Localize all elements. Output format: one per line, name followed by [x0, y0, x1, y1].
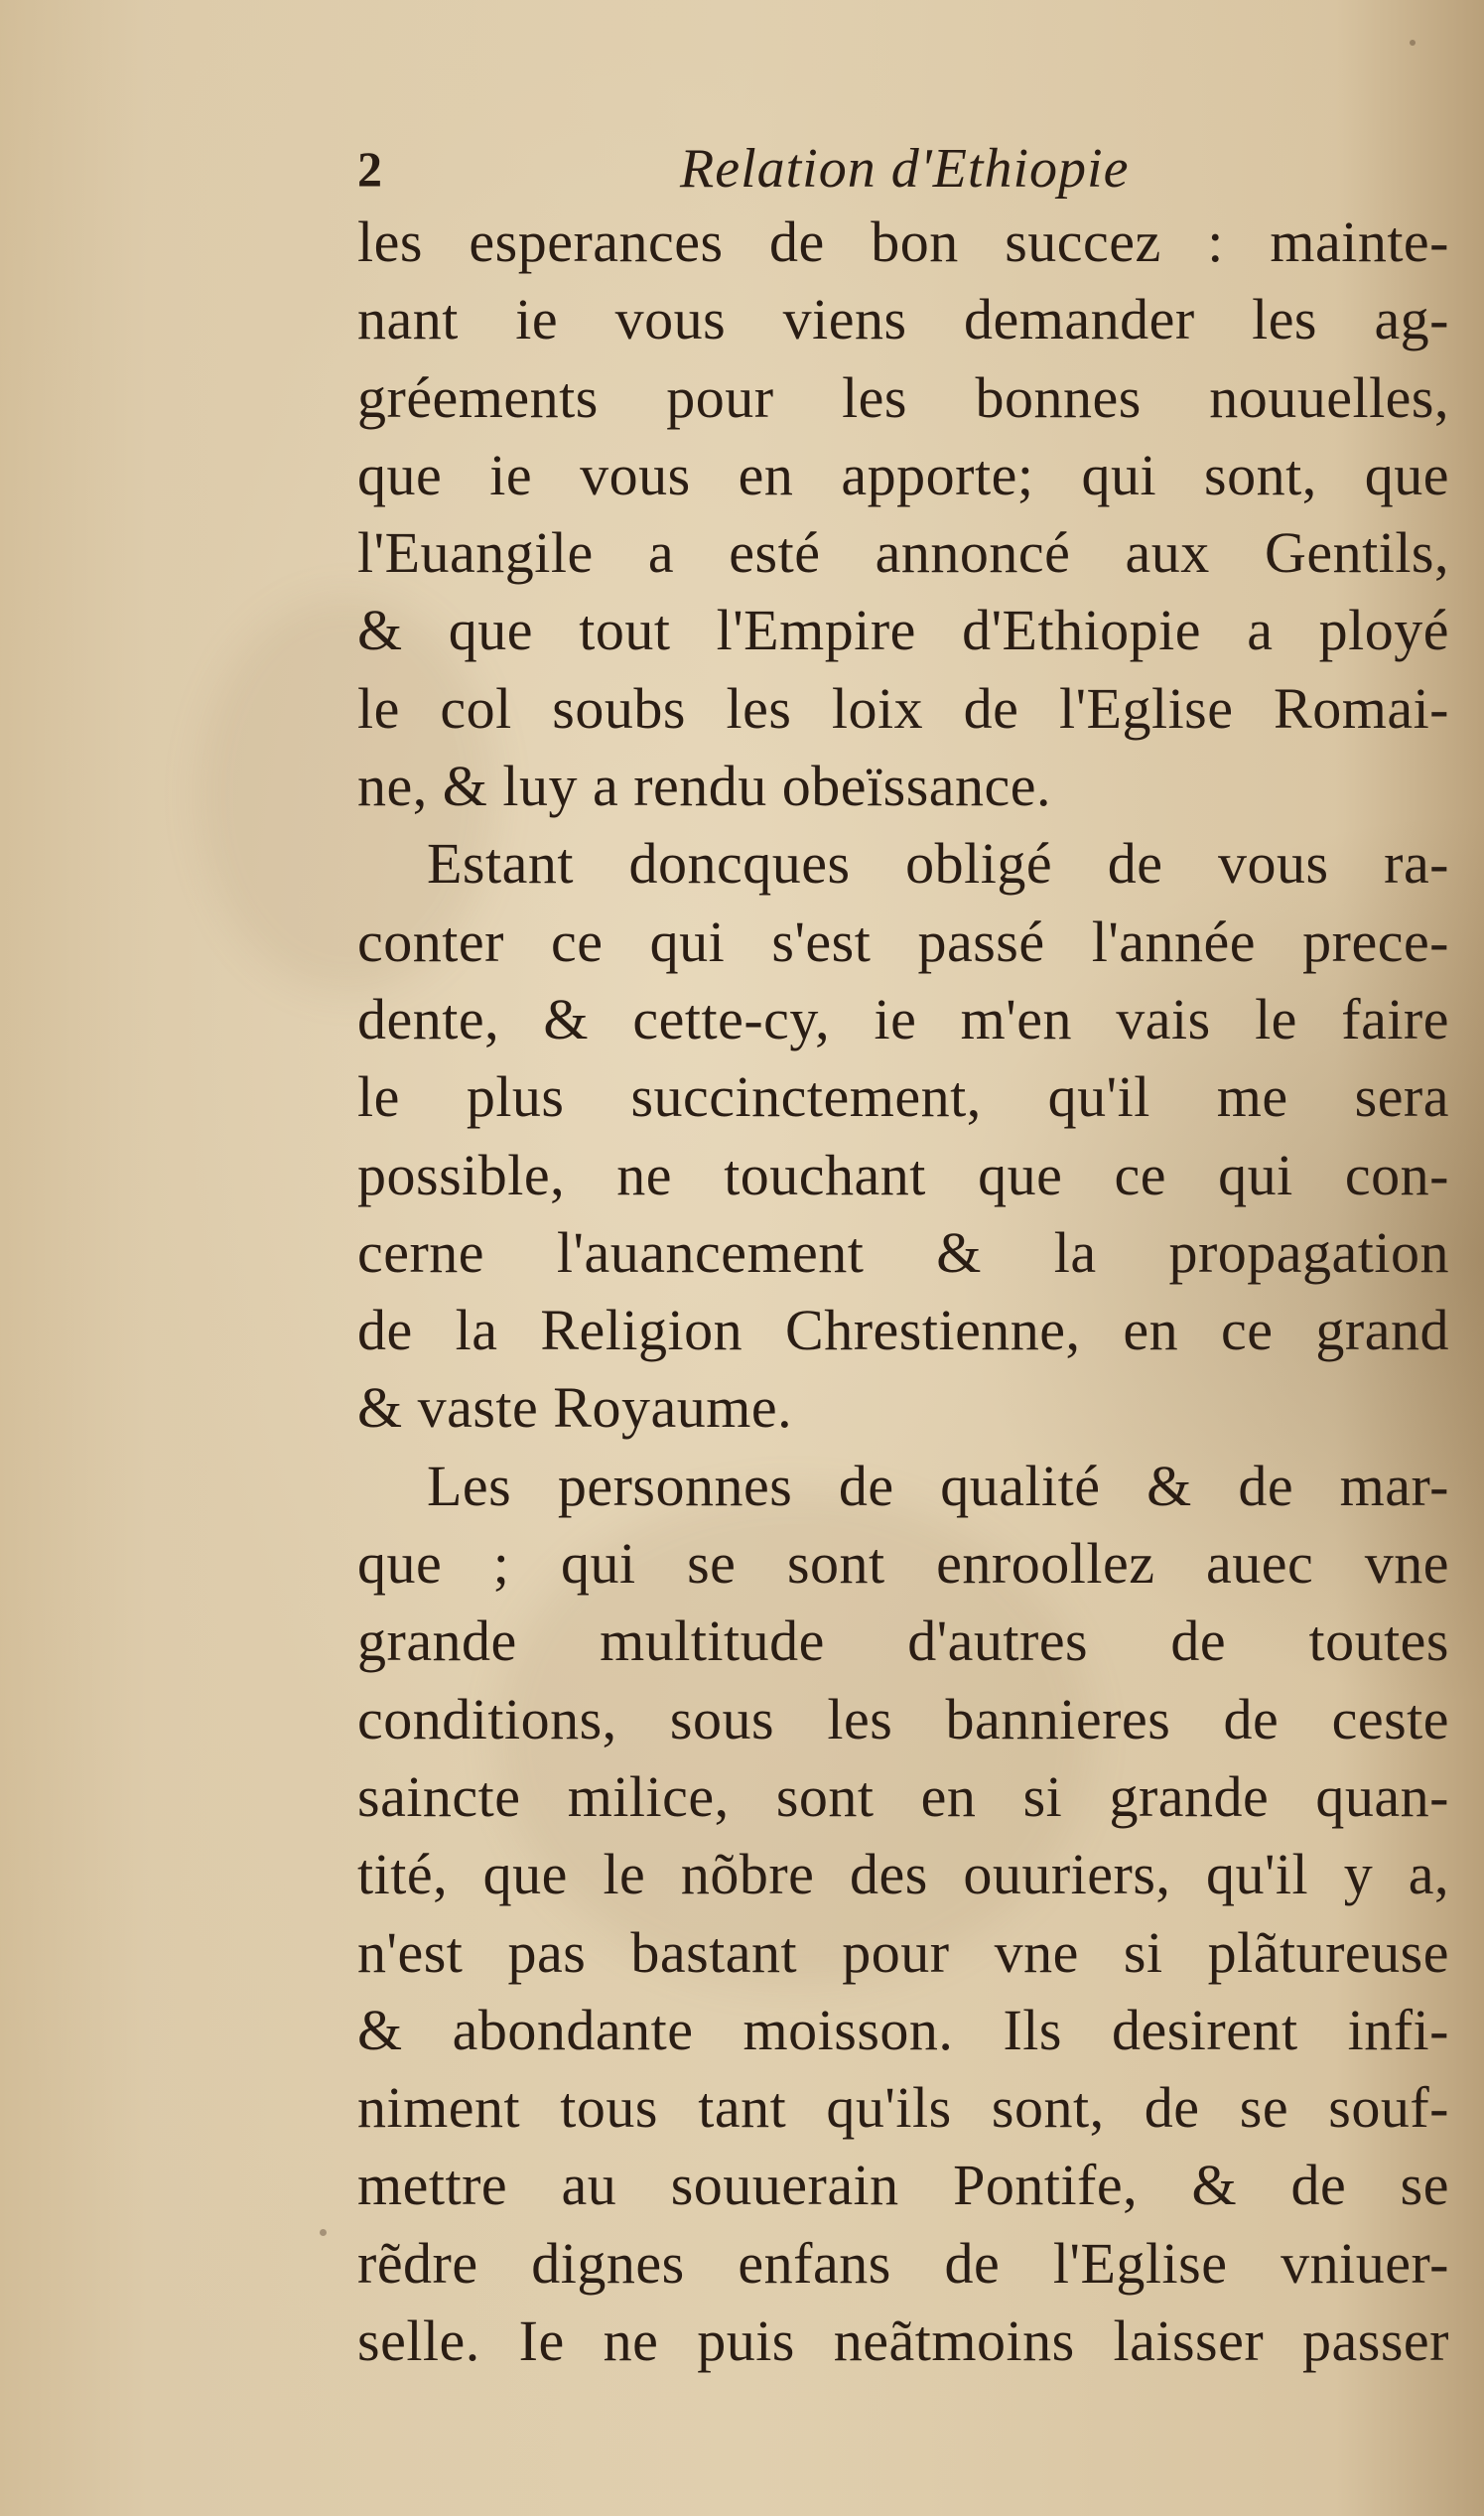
text-line: n'est pas bastant pour vne si plãtureuse: [357, 1919, 1449, 1985]
text-line: que ie vous en apporte; qui sont, que: [357, 442, 1449, 507]
text-line: l'Euangile a esté annoncé aux Gentils,: [357, 520, 1449, 586]
text-line: possible, ne touchant que ce qui con-: [357, 1142, 1449, 1207]
text-line: & que tout l'Empire d'Ethiopie a ployé: [357, 598, 1449, 663]
text-line: nant ie vous viens demander les ag-: [357, 287, 1449, 352]
ink-speck: [320, 2229, 327, 2236]
page-header: [357, 129, 1449, 209]
running-title: Relation d'Ethiopie: [680, 138, 1130, 200]
text-line: conter ce qui s'est passé l'année prece-: [357, 909, 1449, 974]
text-line: les esperances de bon succez : mainte-: [357, 210, 1449, 274]
text-line: ne, & luy a rendu obeïssance.: [357, 754, 1052, 819]
text-line: rẽdre dignes enfans de l'Eglise vniuer-: [357, 2230, 1449, 2296]
text-line: & vaste Royaume.: [357, 1375, 793, 1441]
text-line: saincte milice, sont en si grande quan-: [357, 1763, 1449, 1829]
text-line: mettre au souuerain Pontife, & de se: [357, 2153, 1449, 2218]
ink-speck: [1410, 40, 1416, 46]
text-line: le plus succinctement, qu'il me sera: [357, 1064, 1449, 1130]
text-line: le col soubs les loix de l'Eglise Romai-: [357, 675, 1449, 741]
text-line: gréements pour les bonnes nouuelles,: [357, 364, 1449, 430]
text-line: Estant doncques obligé de vous ra-: [427, 831, 1449, 897]
text-line: grande multitude d'autres de toutes: [357, 1608, 1449, 1674]
text-line: de la Religion Chrestienne, en ce grand: [357, 1298, 1449, 1363]
text-line: conditions, sous les bannieres de ceste: [357, 1686, 1449, 1751]
text-line: & abondante moisson. Ils desirent infi-: [357, 1997, 1449, 2062]
text-line: selle. Ie ne puis neãtmoins laisser passer: [357, 2308, 1449, 2374]
text-line: Les personnes de qualité & de mar-: [427, 1453, 1449, 1518]
text-line: dente, & cette-cy, ie m'en vais le faire: [357, 986, 1449, 1051]
text-line: cerne l'auancement & la propagation: [357, 1219, 1449, 1285]
text-line: tité, que le nõbre des ouuriers, qu'il y a,: [357, 1842, 1449, 1907]
text-line: que ; qui se sont enroollez auec vne: [357, 1531, 1449, 1597]
page-number: 2: [357, 141, 382, 197]
body-text: [357, 204, 1449, 2380]
text-line: niment tous tant qu'ils sont, de se souf-: [357, 2075, 1449, 2141]
